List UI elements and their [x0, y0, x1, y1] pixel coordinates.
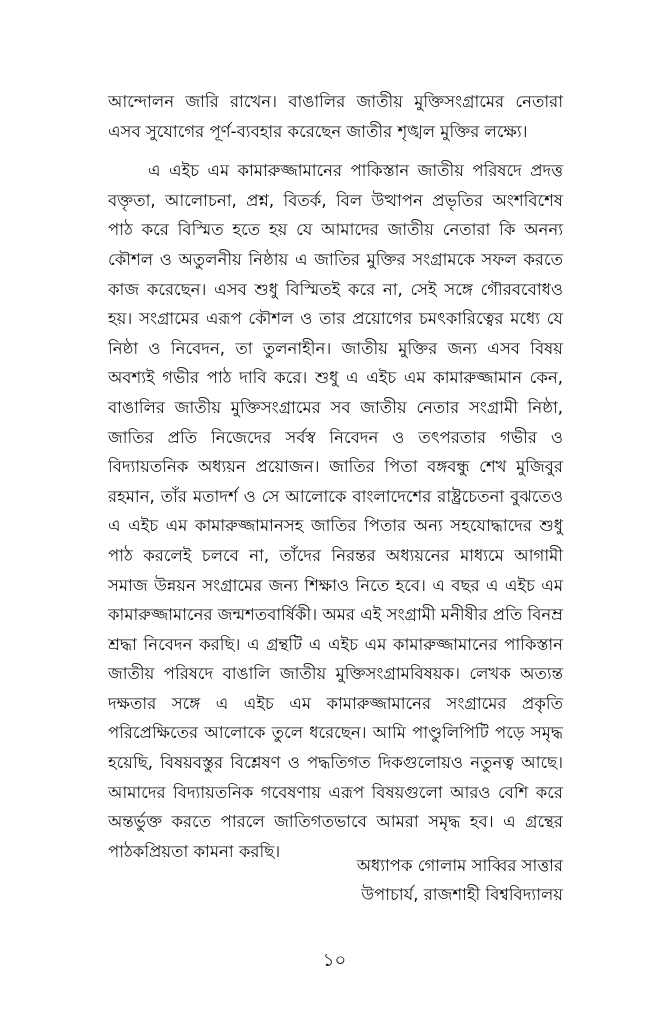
signature-block	[357, 851, 563, 909]
body-text	[108, 87, 563, 866]
signature-title: উপাচার্য, রাজশাহী বিশ্ববিদ্যালয়	[361, 885, 563, 904]
signature-name: অধ্যাপক গোলাম সাব্বির সাত্তার	[356, 856, 563, 875]
paragraph-continued: আন্দোলন জারি রাখেন। বাঙালির জাতীয় মুক্তিসংগ্রামের নেতারা এসব সুযোগের পূর্ণ-ব্যবহার করেছেন জাতীর শৃঙ্খল মুক্তির লক্ষ্যে।	[108, 92, 563, 141]
page-number: ১০	[322, 950, 347, 971]
paragraph-main: এ এইচ এম কামারুজ্জামানের পাকিস্তান জাতীয় পরিষদে প্রদত্ত বক্তৃতা, আলোচনা, প্রশ্ন, বিতর্ক, বিল উত্থাপন প্রভৃতির অংশবিশেষ পাঠ করে বিস্মিত হতে হয় যে আমাদের জাতীয় নেতারা কি অনন্য কৌশল ও অতুলনীয় নিষ্ঠায় এ জাতির মুক্তির সংগ্রামকে সফল করতে কাজ করেছেন। এসব শুধু বিস্মিতই করে না, সেই সঙ্গে গৌরববোধও হয়। সংগ্রামের এরূপ কৌশল ও তার প্রয়োগের চমৎকারিত্বের মধ্যে যে নিষ্ঠা ও নিবেদন, তা তুলনাহীন। জাতীয় মুক্তির জন্য এসব বিষয় অবশ্যই গভীর পাঠ দাবি করে। শুধু এ এইচ এম কামারুজ্জামান কেন, বাঙালির জাতীয় মুক্তিসংগ্রামের সব জাতীয় নেতার সংগ্রামী নিষ্ঠা, জাতির প্রতি নিজেদের সর্বস্ব নিবেদন ও তৎপরতার গভীর ও বিদ্যায়তনিক অধ্যয়ন প্রয়োজন। জাতির পিতা বঙ্গবন্ধু শেখ মুজিবুর রহমান, তাঁর মতাদর্শ ও সে আলোকে বাংলাদেশের রাষ্ট্রচেতনা বুঝতেও এ এইচ এম কামারুজ্জামানসহ জাতির পিতার অন্য সহযোদ্ধাদের শুধু পাঠ করলেই চলবে না, তাঁদের নিরন্তর অধ্যয়নের মাধ্যমে আগামী সমাজ উন্নয়ন সংগ্রামের জন্য শিক্ষাও নিতে হবে। এ বছর এ এইচ এম কামারুজ্জামানের জন্মশতবার্ষিকী। অমর এই সংগ্রামী মনীষীর প্রতি বিনম্র শ্রদ্ধা নিবেদন করছি। এ গ্রন্থটি এ এইচ এম কামারুজ্জামানের পাকিস্তান জাতীয় পরিষদে বাঙালি জাতীয় মুক্তিসংগ্রামবিষয়ক। লেখক অত্যন্ত দক্ষতার সঙ্গে এ এইচ এম কামারুজ্জামানের সংগ্রামের প্রকৃতি পরিপ্রেক্ষিতের আলোকে তুলে ধরেছেন। আমি পাণ্ডুলিপিটি পড়ে সমৃদ্ধ হয়েছি, বিষয়বস্তুর বিশ্লেষণ ও পদ্ধতিগত দিকগুলোয়ও নতুনত্ব আছে। আমাদের বিদ্যায়তনিক গবেষণায় এরূপ বিষয়গুলো আরও বেশি করে অন্তর্ভুক্ত করতে পারলে জাতিগতভাবে আমরা সমৃদ্ধ হব। এ গ্রন্থের পাঠকপ্রিয়তা কামনা করছি।	[108, 161, 563, 861]
